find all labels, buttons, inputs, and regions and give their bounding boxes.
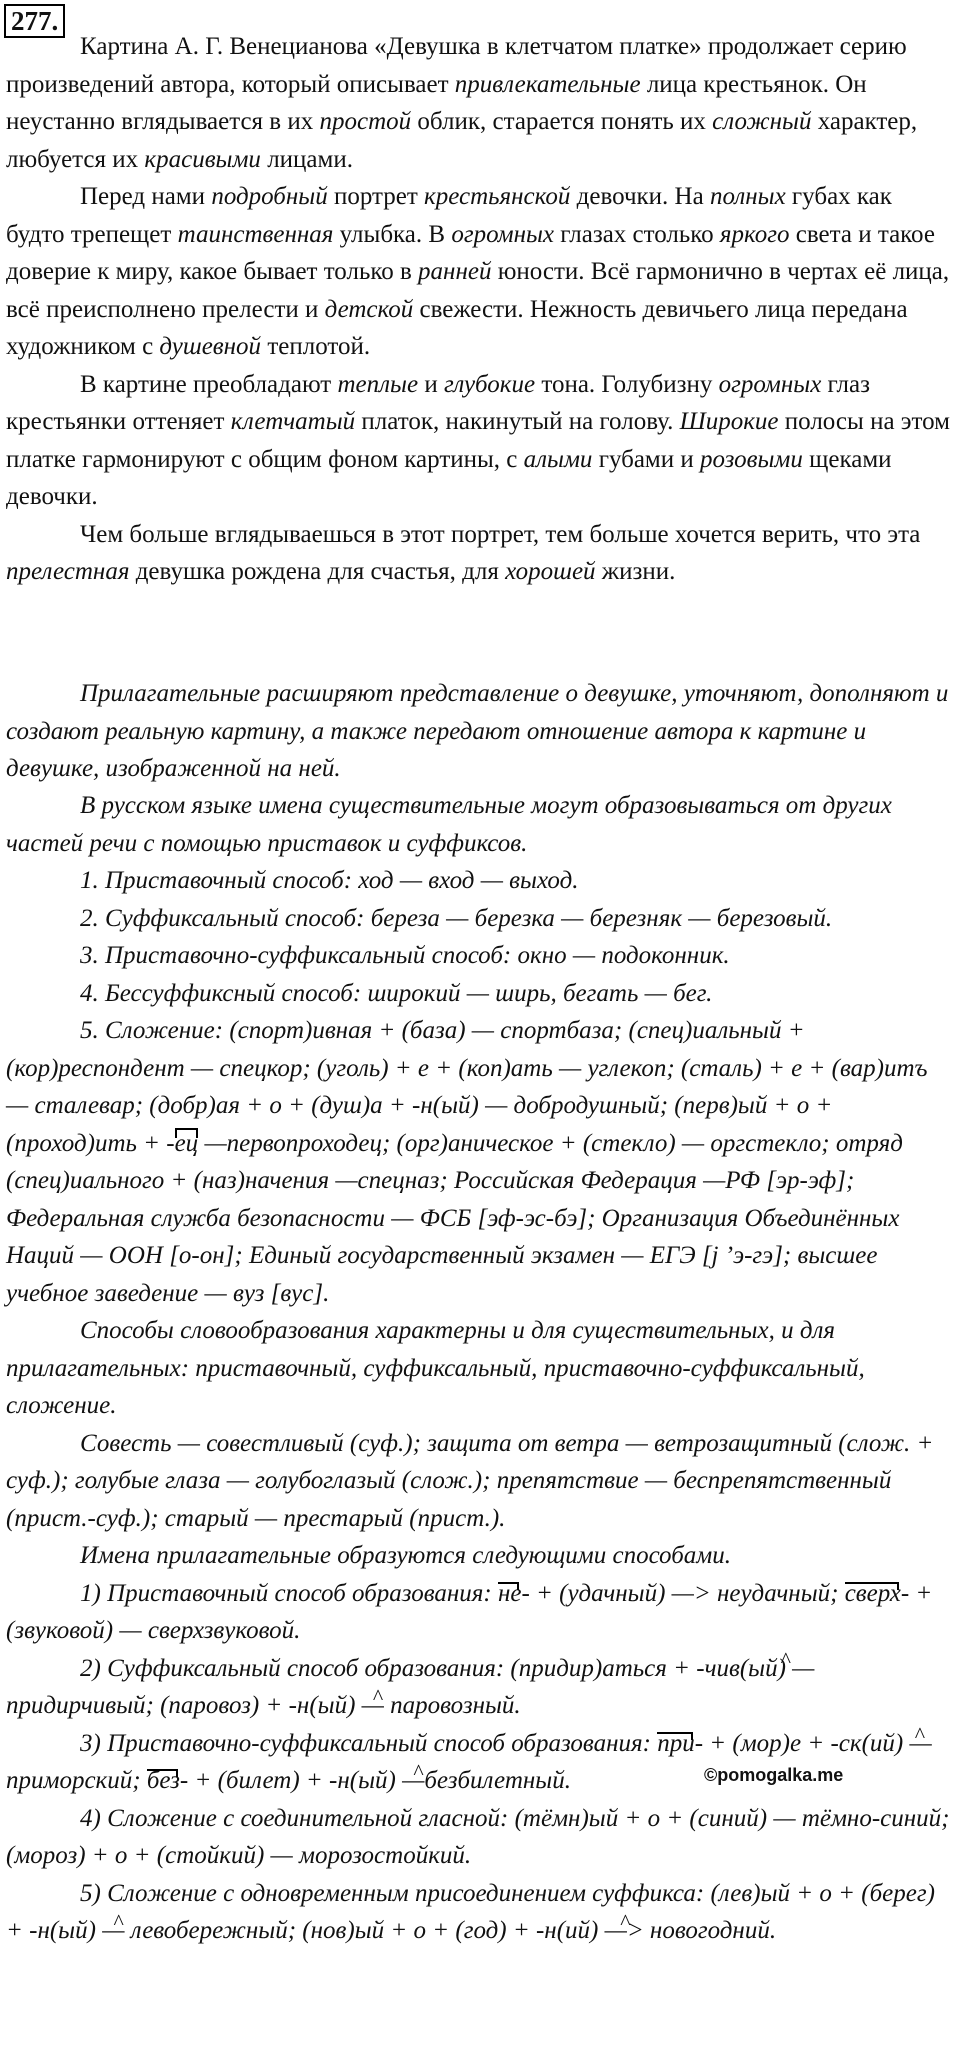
- italic-word: сложный: [712, 108, 812, 135]
- italic-word: яркого: [719, 220, 790, 248]
- text-run: портрет: [327, 183, 425, 210]
- italic-word: крестьянской: [424, 183, 571, 210]
- source-text: [6, 28, 954, 591]
- text-run: губах как будто трепещет: [6, 183, 892, 248]
- italic-word: хорошей: [505, 558, 596, 585]
- method-1: 1. Приставочный способ: ход — вход — выход.: [80, 867, 579, 894]
- text-run: тона. Голубизну: [535, 370, 719, 398]
- text-run: лица крестьянок. Он неустанно вглядывается в их: [6, 70, 867, 135]
- intro-paragraph: В русском языке имена существительные могут образовываться от других частей речи с помощью приставок и суффиксов.: [6, 792, 892, 857]
- suffix-mark: ^ н: [37, 1917, 49, 1944]
- text-run: улыбка. В: [333, 220, 452, 248]
- italic-word: красивыми: [144, 145, 261, 173]
- paragraph-1: [6, 28, 954, 178]
- text-run: жизни.: [595, 558, 676, 585]
- adjective-method-1: 1) Приставочный способ образования: не- + (удачный) —> неудачный; сверх- + (звуковой) — сверхзвуковой.: [6, 1579, 933, 1644]
- italic-word: ранней: [418, 258, 492, 285]
- suffix-mark: ец: [174, 1129, 199, 1157]
- text-run: В картине преобладают: [80, 370, 338, 398]
- suffix-mark: ^ чив: [705, 1655, 740, 1682]
- method-3: 3. Приставочно-суффиксальный способ: окно — подоконник.: [80, 942, 730, 969]
- text-run: свежести. Нежность девичьего лица передана художником с: [6, 295, 908, 360]
- text-run: полосы на этом платке гармонируют с общим фоном картины, с: [6, 408, 950, 473]
- text-run: Картина А. Г. Венецианова «Девушка в клетчатом платке» продолжает серию произведений автора, который описывает: [6, 33, 907, 98]
- suffix-mark: ^ н: [337, 1767, 349, 1794]
- paragraph-2: [6, 178, 954, 366]
- italic-word: детской: [324, 295, 414, 323]
- italic-word: розовыми: [700, 445, 803, 473]
- examples-paragraph: Совесть — совестливый (суф.); защита от ветра — ветрозащитный (слож. + суф.); голубые глаза — голубоглазый (слож.); препятствие — беспрепятственный (прист.-суф.); старый — престарый (прист.).: [6, 1429, 934, 1532]
- italic-word: теплые: [337, 370, 419, 398]
- text-run: света и такое доверие к миру, какое бывает только в: [6, 220, 935, 285]
- answer-block: [6, 675, 954, 788]
- exercise-number: 277.: [4, 4, 65, 38]
- italic-word: простой: [319, 108, 412, 135]
- text-run: глаз крестьянки оттеняет: [6, 370, 870, 435]
- method-4: 4. Бессуффиксный способ: широкий — ширь, бегать — бег.: [80, 979, 713, 1007]
- text-run: девочки. На: [570, 183, 710, 210]
- paragraph-4: [6, 516, 954, 591]
- text-run: девушка рождена для счастья, для: [129, 558, 506, 585]
- italic-word: огромных: [718, 370, 822, 398]
- italic-word: подробный: [211, 183, 328, 210]
- text-run: щеками девочки.: [6, 445, 892, 510]
- italic-word: привлекательные: [454, 70, 641, 98]
- adjective-heading: Имена прилагательные образуются следующими способами.: [80, 1542, 732, 1569]
- suffix-mark: ^ ск: [839, 1730, 862, 1757]
- prefix-mark: сверх: [844, 1579, 901, 1607]
- italic-word: душевной: [159, 333, 262, 360]
- text-run: Чем больше вглядываешься в этот портрет, тем больше хочется верить, что эта: [80, 520, 921, 548]
- prefix-mark: при: [657, 1729, 695, 1757]
- text-run: характер, любуется их: [6, 108, 918, 173]
- text-run: губами и: [592, 445, 701, 473]
- suffix-mark: ^ н: [297, 1692, 309, 1719]
- text-run: глазах столько: [554, 220, 720, 248]
- method-5: 5. Сложение: (спорт)ивная + (база) — спортбаза; (спец)иальный + (кор)респондент — спецкор; (уголь) + е + (коп)ать — углекоп; (сталь) + е + (вар)итъ — сталевар; (добр)ая + о + (душ)а + -н(ый) — добродушный; (перв)ый + о + (проход)ить + -ец —первопроходец; (орг)аническое + (стекло) — оргстекло; отряд (спец)иального + (наз)начения —спецназ; Российская Федерация —РФ [эр-эф]; Федеральная служба безопасности — ФСБ [эф-эс-бэ]; Организация Объединённых Наций — ООН [о-он]; Единый государственный экзамен — ЕГЭ [j ’э-гэ]; высшее учебное заведение — вуз [вус].: [6, 1017, 928, 1307]
- answer-paragraph: Прилагательные расширяют представление о девушке, уточняют, дополняют и создают реальную картину, а также передают отношение автора к картине и девушке, изображенной на ней.: [6, 680, 949, 782]
- summary-paragraph: Способы словообразования характерны и для существительных, и для прилагательных: приставочный, суффиксальный, приставочно-суффиксальный, сложение.: [6, 1317, 865, 1419]
- italic-word: алыми: [523, 445, 593, 473]
- italic-word: огромных: [451, 220, 555, 248]
- italic-word: таинственная: [177, 220, 334, 248]
- italic-word: глубокие: [443, 370, 536, 398]
- text-run: теплотой.: [261, 333, 371, 360]
- prefix-mark: без: [146, 1767, 180, 1794]
- watermark: ©pomogalka.me: [704, 1765, 844, 1785]
- adjective-method-5: 5) Сложение с одновременным присоединением суффикса: (лев)ый + о + (берег) + -^ н(ый) — левобережный; (нов)ый + о + (год) + -^ н(ий) —> новогодний.: [6, 1875, 954, 1950]
- italic-word: клетчатый: [230, 408, 356, 435]
- text-run: облик, старается понять их: [411, 108, 713, 135]
- italic-word: Широкие: [679, 408, 779, 435]
- paragraph-3: [6, 366, 954, 516]
- prefix-mark: не: [497, 1579, 522, 1607]
- text-run: платок, накинутый на голову.: [355, 408, 680, 435]
- adjective-method-4: 4) Сложение с соединительной гласной: (тёмн)ый + о + (синий) — тёмно-синий; (мороз) + о + (стойкий) — морозостойкий.: [6, 1804, 950, 1869]
- suffix-mark: ^ н: [544, 1917, 556, 1944]
- adjective-method-3: 3) Приставочно-суффиксальный способ образования: при- + (мор)е + -^ ск(ий) — приморский; без- + (билет) + -^ н(ый) —безбилетный.: [6, 1725, 954, 1800]
- method-2: 2. Суффиксальный способ: береза — березка — березняк — березовый.: [80, 904, 833, 932]
- text-run: и: [418, 370, 444, 398]
- italic-word: прелестная: [6, 558, 130, 585]
- text-run: Перед нами: [80, 183, 212, 210]
- italic-word: полных: [709, 183, 786, 210]
- text-run: юности. Всё гармонично в чертах её лица, всё преисполнено прелести и: [6, 258, 950, 323]
- text-run: лицами.: [260, 145, 353, 173]
- adjective-method-2: 2) Суффиксальный способ образования: (придир)аться + -^ чив(ый) — придирчивый; (паровоз) + -^ н(ый) — паровозный.: [6, 1650, 954, 1725]
